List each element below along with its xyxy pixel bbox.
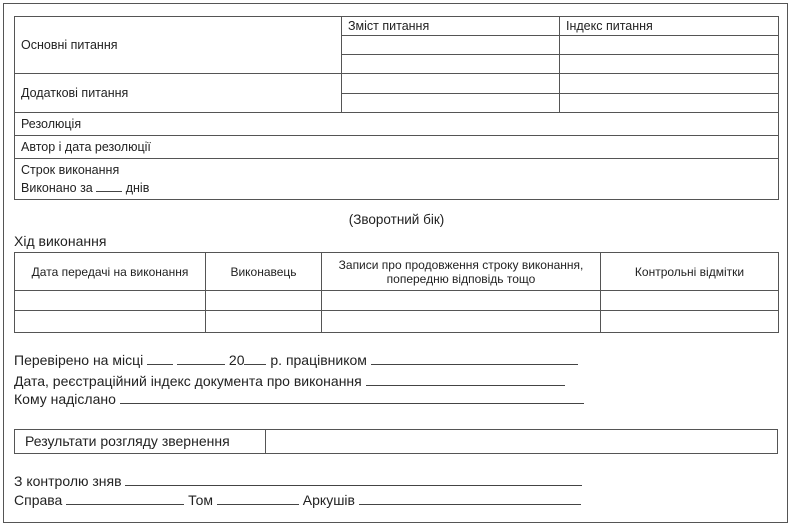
verified-prefix: Перевірено на місці xyxy=(14,352,144,368)
deadline-row[interactable] xyxy=(15,159,779,200)
additional-content-cell-2[interactable] xyxy=(342,93,560,113)
case-line xyxy=(14,492,581,508)
done-in-suffix: днів xyxy=(125,181,150,195)
col-content-header: Зміст питання xyxy=(342,17,560,36)
control-removed-label: З контролю зняв xyxy=(14,473,122,489)
deadline-label: Строк виконання xyxy=(21,163,120,177)
main-index-cell-2[interactable] xyxy=(560,55,779,74)
progress-table xyxy=(14,252,779,333)
table-cell[interactable] xyxy=(15,311,206,333)
table-cell[interactable] xyxy=(601,311,779,333)
verified-line xyxy=(14,352,578,368)
col-control-marks: Контрольні відмітки xyxy=(601,253,779,291)
main-issues-label: Основні питання xyxy=(15,17,342,74)
date-index-line xyxy=(14,373,565,389)
resolution-author-date-row[interactable]: Автор і дата резолюції xyxy=(15,136,779,159)
col-transfer-date: Дата передачі на виконання xyxy=(15,253,206,291)
results-label: Результати розгляду звернення xyxy=(15,430,266,453)
table-cell[interactable] xyxy=(322,291,601,311)
date-index-field[interactable] xyxy=(366,373,565,386)
additional-issues-label: Додаткові питання xyxy=(15,74,342,113)
progress-title: Хід виконання xyxy=(14,233,107,249)
volume-label: Том xyxy=(188,492,213,508)
table-cell[interactable] xyxy=(15,291,206,311)
control-removed-line xyxy=(14,473,582,489)
verified-day-field[interactable] xyxy=(147,352,173,365)
table-cell[interactable] xyxy=(601,291,779,311)
resolution-row[interactable]: Резолюція xyxy=(15,113,779,136)
main-index-cell-1[interactable] xyxy=(560,36,779,55)
sent-to-label: Кому надіслано xyxy=(14,391,116,407)
back-side-caption: (Зворотний бік) xyxy=(348,212,445,227)
table-cell[interactable] xyxy=(206,291,322,311)
col-index-header: Індекс питання xyxy=(560,17,779,36)
col-extension-records: Записи про продовження строку виконання, попередню відповідь тощо xyxy=(322,253,601,291)
table-cell[interactable] xyxy=(322,311,601,333)
done-in-days-field[interactable] xyxy=(96,179,122,192)
sent-to-field[interactable] xyxy=(120,391,584,404)
case-field[interactable] xyxy=(66,492,184,505)
verified-month-field[interactable] xyxy=(177,352,225,365)
sheets-label: Аркушів xyxy=(302,492,355,508)
additional-content-cell-1[interactable] xyxy=(342,74,560,94)
date-index-label: Дата, реєстраційний індекс документа про виконання xyxy=(14,373,362,389)
done-in-prefix: Виконано за xyxy=(21,181,93,195)
col-executor: Виконавець xyxy=(206,253,322,291)
control-removed-field[interactable] xyxy=(125,473,582,486)
sent-to-line xyxy=(14,391,584,407)
results-box xyxy=(14,429,778,454)
results-field[interactable] xyxy=(256,430,777,453)
main-content-cell-2[interactable] xyxy=(342,55,560,74)
front-table xyxy=(14,16,779,200)
verified-employee-field[interactable] xyxy=(371,352,578,365)
additional-index-cell-2[interactable] xyxy=(560,93,779,113)
volume-field[interactable] xyxy=(217,492,299,505)
table-cell[interactable] xyxy=(206,311,322,333)
case-label: Справа xyxy=(14,492,63,508)
verified-year-label: 20 xyxy=(228,352,245,368)
main-content-cell-1[interactable] xyxy=(342,36,560,55)
verified-suffix: р. працівником xyxy=(270,352,367,368)
additional-index-cell-1[interactable] xyxy=(560,74,779,94)
sheets-field[interactable] xyxy=(359,492,581,505)
verified-year-field[interactable] xyxy=(244,352,266,365)
done-in-line xyxy=(21,179,772,197)
